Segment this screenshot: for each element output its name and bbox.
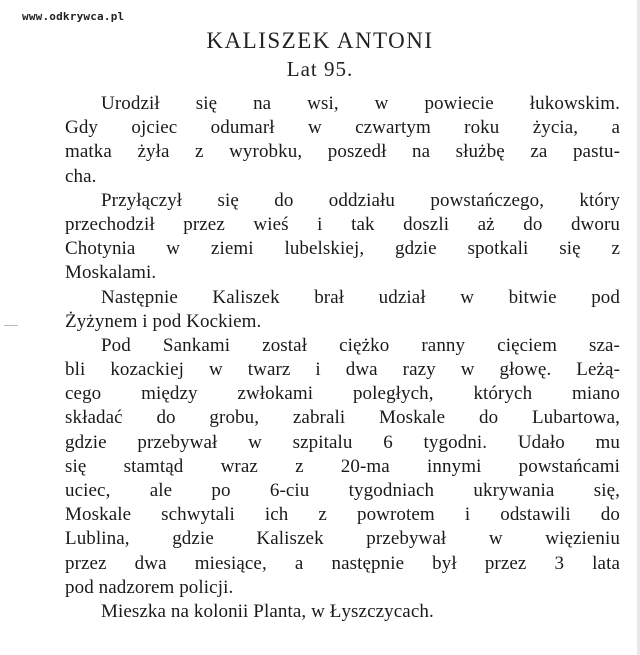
page-title: KALISZEK ANTONI [206,28,434,53]
text-line: Lublina, gdzie Kaliszek przebywał w więzieniu [65,528,620,550]
text-line: Moskale schwytali ich z powrotem i odstawili do [65,504,620,526]
text-line: cego między zwłokami poległych, których miano [65,383,620,405]
text-line: Następnie Kaliszek brał udział w bitwie pod [101,286,620,308]
text-line: składać do grobu, zabrali Moskale do Lubartowa, [65,407,620,429]
text-line: pod nadzorem policji. [65,576,234,598]
text-line: gdzie przebywał w szpitalu 6 tygodni. Udało mu [65,431,620,453]
watermark: www.odkrywca.pl [22,10,125,23]
text-line: matka żyła z wyrobku, poszedł na służbę za pastu- [65,141,620,163]
text-line: Pod Sankami został ciężko ranny cięciem sza- [101,334,620,356]
text-line: Gdy ojciec odumarł w czwartym roku życia, a [65,117,620,139]
margin-mark [4,325,18,326]
text-line: bli kozackiej w twarz i dwa razy w głowę. Leżą- [65,359,620,381]
text-line: przechodził przez wieś i tak doszli aż do dworu [65,213,620,235]
text-line: Chotynia w ziemi lubelskiej, gdzie spotkali się z [65,238,620,260]
text-line: Urodził się na wsi, w powiecie łukowskim. [101,93,620,114]
article-body [65,92,620,624]
age-subtitle: Lat 95. [286,57,354,81]
text-line: cha. [65,165,97,187]
text-line: się stamtąd wraz z 20-ma innymi powstańcami [65,455,620,477]
text-line: Przyłączył się do oddziału powstańczego, który [101,189,620,211]
text-line: Mieszka na kolonii Planta, w Łyszczycach. [101,600,434,622]
text-line: przez dwa miesiące, a następnie był przez 3 lata [65,552,620,574]
text-line: uciec, ale po 6-ciu tygodniach ukrywania się, [65,480,620,501]
text-line: Żyżynem i pod Kockiem. [65,310,262,332]
text-line: Moskalami. [65,262,157,284]
